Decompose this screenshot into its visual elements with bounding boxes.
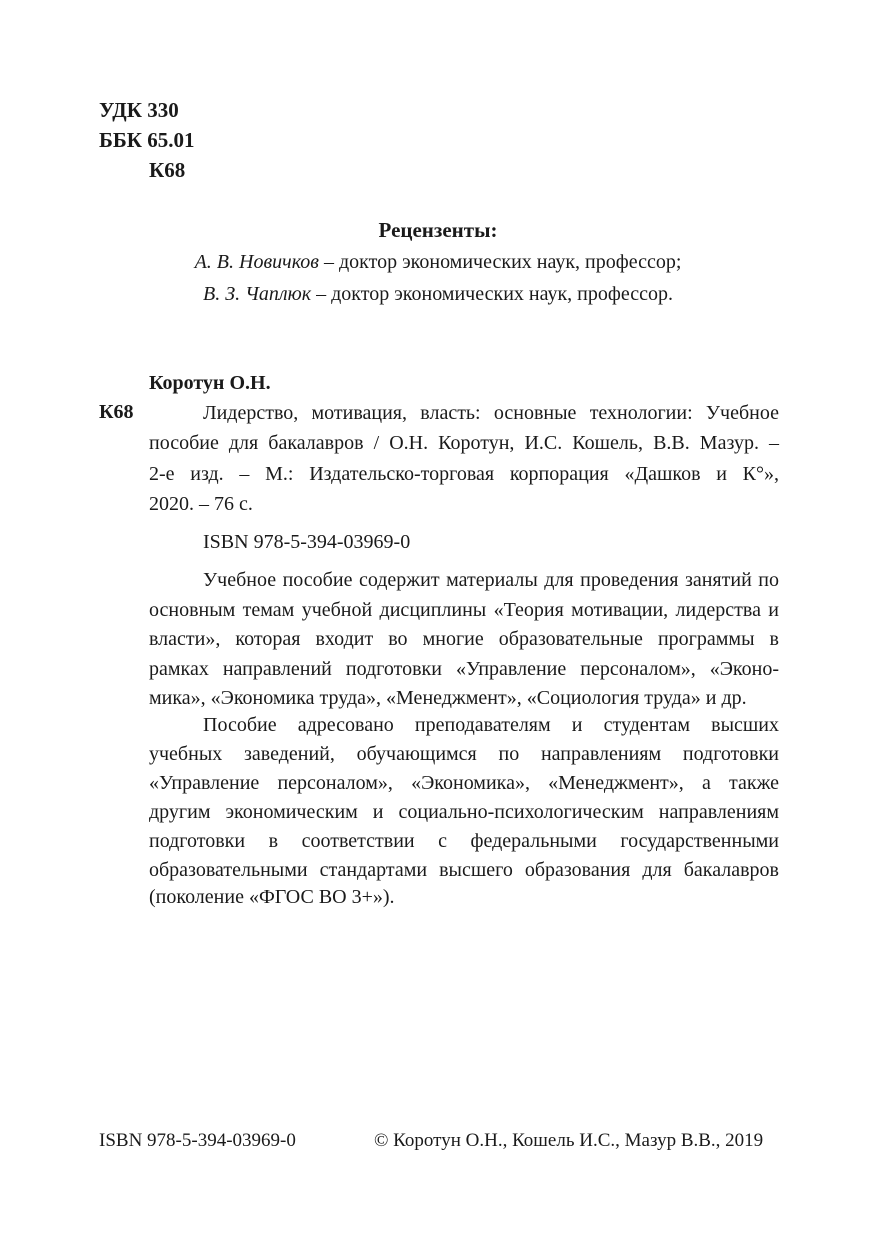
record-code: К68 xyxy=(99,401,134,423)
bib-line-4: 2020. – 76 с. xyxy=(149,493,253,515)
abstract-p1-line-5: мика», «Экономика труда», «Менеджмент», «Социология труда» и др. xyxy=(149,687,747,709)
record-isbn: ISBN 978-5-394-03969-0 xyxy=(203,531,411,553)
abstract-p1-line-1: Учебное пособие содержит материалы для проведения занятий по xyxy=(203,569,779,591)
udk-code: УДК 330 xyxy=(99,98,179,122)
reviewer-1-name: А. В. Новичков xyxy=(194,251,319,273)
abstract-p1-line-2: основным темам учебной дисциплины «Теория мотивации, лидерства и xyxy=(149,599,779,621)
reviewer-2-title: – доктор экономических наук, профессор. xyxy=(311,283,673,305)
reviewer-2-name: В. З. Чаплюк xyxy=(203,283,312,305)
abstract-p1-line-4: рамках направлений подготовки «Управление персоналом», «Эконо- xyxy=(149,658,779,680)
author-sign: К68 xyxy=(149,158,186,182)
abstract-p2-line-2: учебных заведений, обучающимся по направлениям подготовки xyxy=(149,743,779,765)
abstract-p2-line-5: подготовки в соответствии с федеральными государственными xyxy=(149,830,779,852)
record-author: Коротун О.Н. xyxy=(149,372,271,394)
abstract-p2-line-4: другим экономическим и социально-психологическим направлениям xyxy=(149,801,779,823)
abstract-p2-line-1: Пособие адресовано преподавателям и студентам высших xyxy=(203,714,779,736)
bib-line-2: пособие для бакалавров / О.Н. Коротун, И.С. Кошель, В.В. Мазур. – xyxy=(149,432,779,454)
bib-line-3: 2-е изд. – М.: Издательско-торговая корпорация «Дашков и К°», xyxy=(149,463,779,485)
bbk-code: ББК 65.01 xyxy=(99,128,195,152)
reviewers-title: Рецензенты: xyxy=(378,218,498,242)
abstract-p2-line-7: (поколение «ФГОС ВО 3+»). xyxy=(149,886,395,908)
reviewer-1 xyxy=(0,251,876,274)
footer-copyright: © Коротун О.Н., Кошель И.С., Мазур В.В., 2019 xyxy=(374,1130,764,1151)
abstract-p1-line-3: власти», которая входит во многие образовательные программы в xyxy=(149,628,779,650)
abstract-p2-line-6: образовательными стандартами высшего образования для бакалавров xyxy=(149,859,779,881)
bib-line-1: Лидерство, мотивация, власть: основные технологии: Учебное xyxy=(203,402,779,424)
abstract-p2-line-3: «Управление персоналом», «Экономика», «Менеджмент», а также xyxy=(149,772,779,794)
reviewer-1-title: – доктор экономических наук, профессор; xyxy=(318,251,682,273)
reviewer-2 xyxy=(0,283,876,306)
footer-isbn: ISBN 978-5-394-03969-0 xyxy=(99,1130,296,1151)
